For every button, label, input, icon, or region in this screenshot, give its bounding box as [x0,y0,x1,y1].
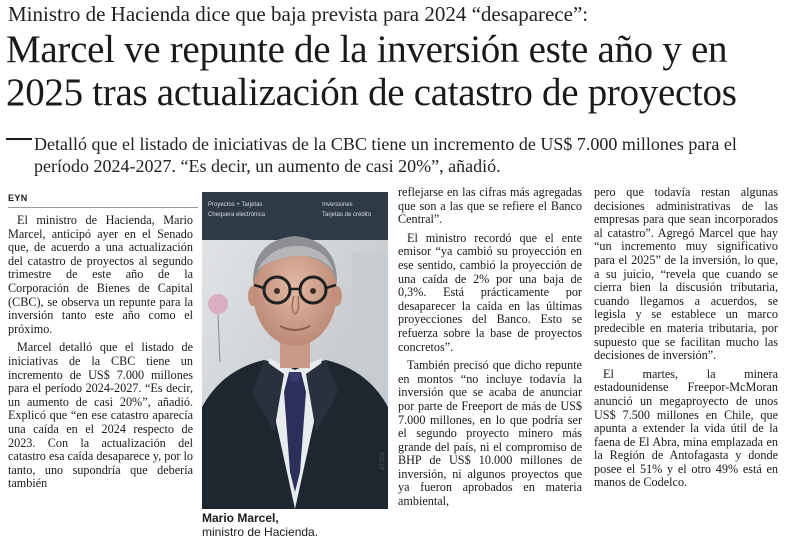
article-headline: Marcel ve repunte de la inversión este año y en 2025 tras actualización de catastro de proyectos [6,28,737,114]
body-column-3 [594,186,778,549]
caption-role: ministro de Hacienda. [202,525,319,539]
byline-rule [8,207,198,208]
body-paragraph: pero que todavía restan algunas decisiones administrativas de las empresas para que sean incorporados al catastro”. Agregó Marcel que hay “un incremento muy significativo para el 2025” de la inversión, lo que, a su juicio, “revela que cuando se cierra bien la discusión tributaria, cuando llegamos a acuerdos, se legisla y se establece un marco predecible en materia tributaria, por supuesto que se facilitan mucho las decisiones de inversión”. [594,186,778,363]
body-paragraph: También precisó que dicho repunte en montos “no incluye todavía la inversión que se acaba de anunciar por parte de Freeport de más de US$ 7.000 millones, en lo que podría ser el segundo proyecto minero más grande del país, ni el compromiso de BHP de US$ 10.000 millones de inversión, ni algunos proyectos que ya fueron aprobados en materia ambiental, [398,358,582,509]
portrait-illustration [202,192,388,509]
portrait-photo [202,192,388,509]
body-paragraph: El martes, la minera estadounidense Freepor-McMoran anunció un megaproyecto de unos US$ 7.500 millones en Chile, que apunta a extender la vida útil de la faena de El Abra, mina emplazada en la Región de Antofagasta y donde posee el 51% y el otro 49% está en manos de Codelco. [594,366,778,490]
photo-bg-text: Chequera electrónica [208,212,266,218]
body-paragraph: El ministro recordó que el ente emisor “ya cambió su proyección en ese sentido, cambió la proyección de una caída de 2% por una baja de 0,3%. Está prácticamente por desaparecer la caída en las últimas proyecciones del Banco. Esto se refuerza sobre la base de proyectos concretos”. [398,230,582,354]
article-deck: Detalló que el listado de iniciativas de la CBC tiene un incremento de US$ 7.000 millones para el período 2024-2027. “Es decir, un aumento de casi 20%”, añadió. [34,134,737,176]
article-kicker: Ministro de Hacienda dice que baja prevista para 2024 “desaparece”: [8,2,589,26]
body-paragraph: El ministro de Hacienda, Mario Marcel, anticipó ayer en el Senado que, de acuerdo a una actualización del catastro de proyectos al segundo trimestre de este año de la Corporación de Bienes de Capital (CBC), se observa un repunte para la inversión tanto este año como el próximo. [8,214,193,336]
photo-bg-text: Inversiones [322,202,353,208]
body-paragraph: reflejarse en las cifras más agregadas que son a las que se refiere el Banco Central”. [398,186,582,227]
photo-bg-text: Tarjetas de crédito [322,212,372,218]
photo-caption [202,511,392,539]
byline: EYN [8,193,28,203]
photo-bg-text: Proyectos + Tarjetas [208,202,263,208]
caption-name: Mario Marcel, [202,511,279,525]
body-column-2 [398,186,582,549]
body-paragraph: Marcel detalló que el listado de iniciativas de la CBC tiene un incremento de US$ 7.000 millones para el período 2024-2027. “Es decir, un aumento de casi 20%”, añadió. Explicó que “en ese catastro aparecía una caída en el 2024 respecto de 2023. Con la actualización del catastro esa caída desaparece y, por lo tanto, uno supondría que debería también [8,340,193,491]
body-column-1 [8,214,193,549]
photo-credit: ATON [380,451,386,470]
deck-rule [6,138,32,140]
